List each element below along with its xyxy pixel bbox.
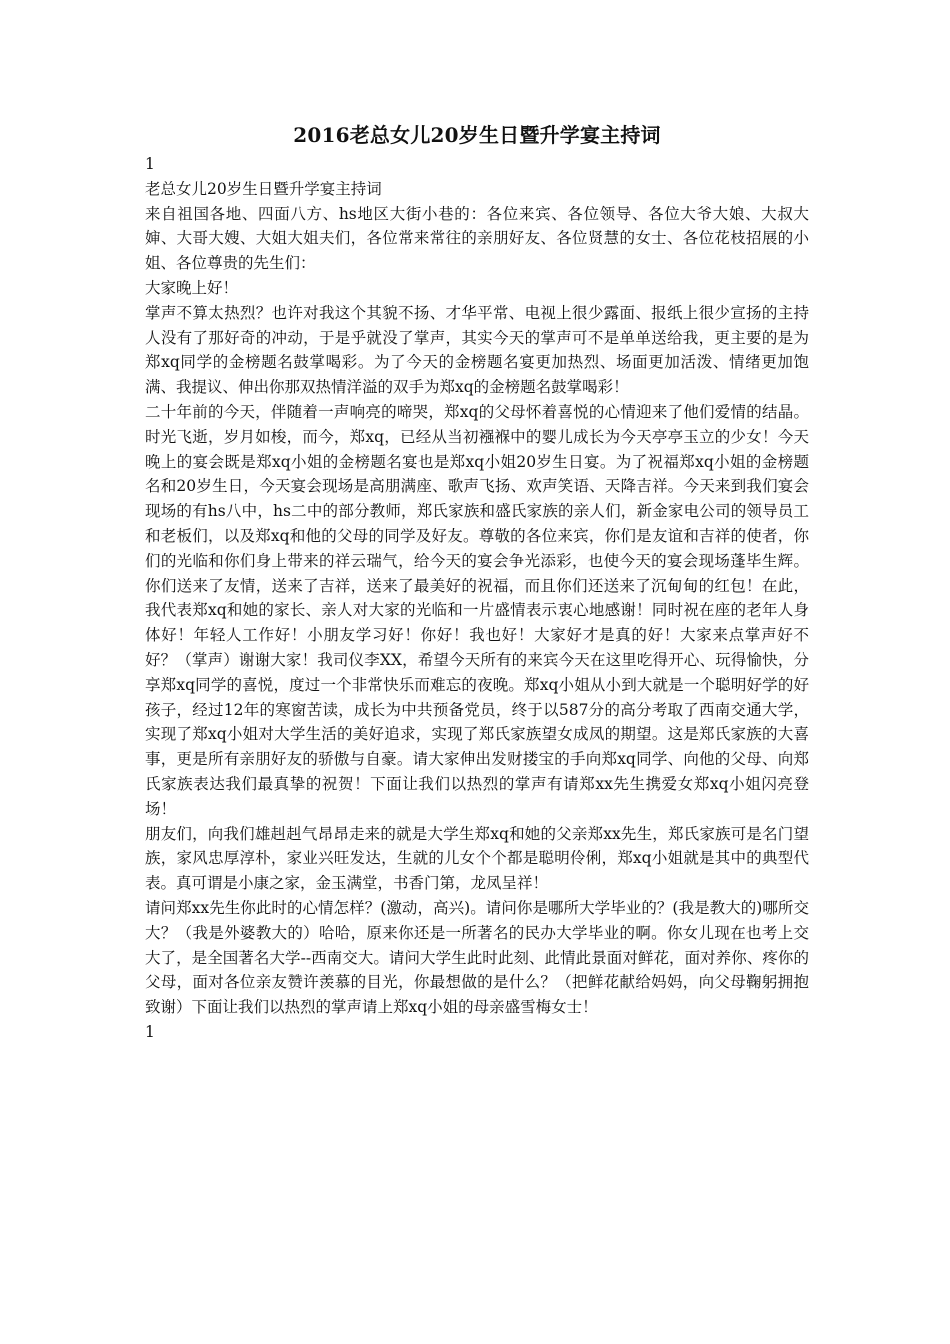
document-page: [145, 118, 809, 1045]
paragraph-family-introduction: 朋友们，向我们雄赳赳气昂昂走来的就是大学生郑xq和她的父亲郑xx先生，郑氏家族可是名门望族，家风忠厚淳朴，家业兴旺发达，生就的儿女个个都是聪明伶俐，郑xq小姐就是其中的典型代表。真可谓是小康之家，金玉满堂，书香门第，龙凤呈祥！: [145, 824, 809, 893]
paragraph-birthday-story: 二十年前的今天，伴随着一声响亮的啼哭，郑xq的父母怀着喜悦的心情迎来了他们爱情的结晶。时光飞逝，岁月如梭，而今，郑xq，已经从当初襁褓中的婴儿成长为今天亭亭玉立的少女！今天晚上的宴会既是郑xq小姐的金榜题名宴也是郑xq小姐20岁生日宴。为了祝福郑xq小姐的金榜题名和20岁生日，今天宴会现场是高朋满座、歌声飞扬、欢声笑语、天降吉祥。今天来到我们宴会现场的有hs八中，hs二中的部分教师，郑氏家族和盛氏家族的亲人们，新金家电公司的领导员工和老板们，以及郑xq和他的父母的同学及好友。尊敬的各位来宾，你们是友谊和吉祥的使者，你们的光临和你们身上带来的祥云瑞气，给今天的宴会争光添彩，也使今天的宴会现场蓬毕生辉。你们送来了友情，送来了吉祥，送来了最美好的祝福，而且你们还送来了沉甸甸的红包！在此，我代表郑xq和她的家长、亲人对大家的光临和一片盛情表示衷心地感谢！同时祝在座的老年人身体好！年轻人工作好！小朋友学习好！你好！我也好！大家好才是真的好！大家来点掌声好不好？（掌声）谢谢大家！我司仪李XX，希望今天所有的来宾今天在这里吃得开心、玩得愉快，分享郑xq同学的喜悦，度过一个非常快乐而难忘的夜晚。郑xq小姐从小到大就是一个聪明好学的好孩子，经过12年的寒窗苦读，成长为中共预备党员，终于以587分的高分考取了西南交通大学，实现了郑xq小姐对大学生活的美好追求，实现了郑氏家族望女成凤的期望。这是郑氏家族的大喜事，更是所有亲朋好友的骄傲与自豪。请大家伸出发财搂宝的手向郑xq同学、向他的父母、向郑氏家族表达我们最真挚的祝贺！下面让我们以热烈的掌声有请郑xx先生携爱女郑xq小姐闪亮登场！: [145, 402, 809, 818]
paragraph-applause: 掌声不算太热烈？也许对我这个其貌不扬、才华平常、电视上很少露面、报纸上很少宣扬的主持人没有了那好奇的冲动，于是乎就没了掌声，其实今天的掌声可不是单单送给我，更主要的是为郑xq同学的金榜题名鼓掌喝彩。为了今天的金榜题名宴更加热烈、场面更加活泼、情绪更加饱满、我提议、伸出你那双热情洋溢的双手为郑xq的金榜题名鼓掌喝彩！: [145, 303, 809, 397]
paragraph-greeting-audience: 来自祖国各地、四面八方、hs地区大街小巷的：各位来宾、各位领导、各位大爷大娘、大叔大婶、大哥大嫂、大姐大姐夫们，各位常来常往的亲朋好友、各位贤慧的女士、各位花枝招展的小姐、各位尊贵的先生们：: [145, 204, 809, 273]
paragraph-good-evening: 大家晚上好！: [145, 278, 239, 297]
document-subtitle: 老总女儿20岁生日暨升学宴主持词: [145, 179, 382, 198]
page-number-bottom: 1: [145, 1022, 155, 1041]
document-title: 2016老总女儿20岁生日暨升学宴主持词: [293, 123, 661, 147]
paragraph-father-interview: 请问郑xx先生你此时的心情怎样？(激动，高兴)。请问你是哪所大学毕业的？(我是教大的)哪所交大？（我是外婆教大的）哈哈，原来你还是一所著名的民办大学毕业的啊。你女儿现在也考上交大了，是全国著名大学--西南交大。请问大学生此时此刻、此情此景面对鲜花，面对养你、疼你的父母，面对各位亲友赞许羡慕的目光，你最想做的是什么？（把鲜花献给妈妈，向父母鞠躬拥抱致谢）下面让我们以热烈的掌声请上郑xq小姐的母亲盛雪梅女士！: [145, 898, 809, 1017]
page-number-top: 1: [145, 155, 155, 173]
